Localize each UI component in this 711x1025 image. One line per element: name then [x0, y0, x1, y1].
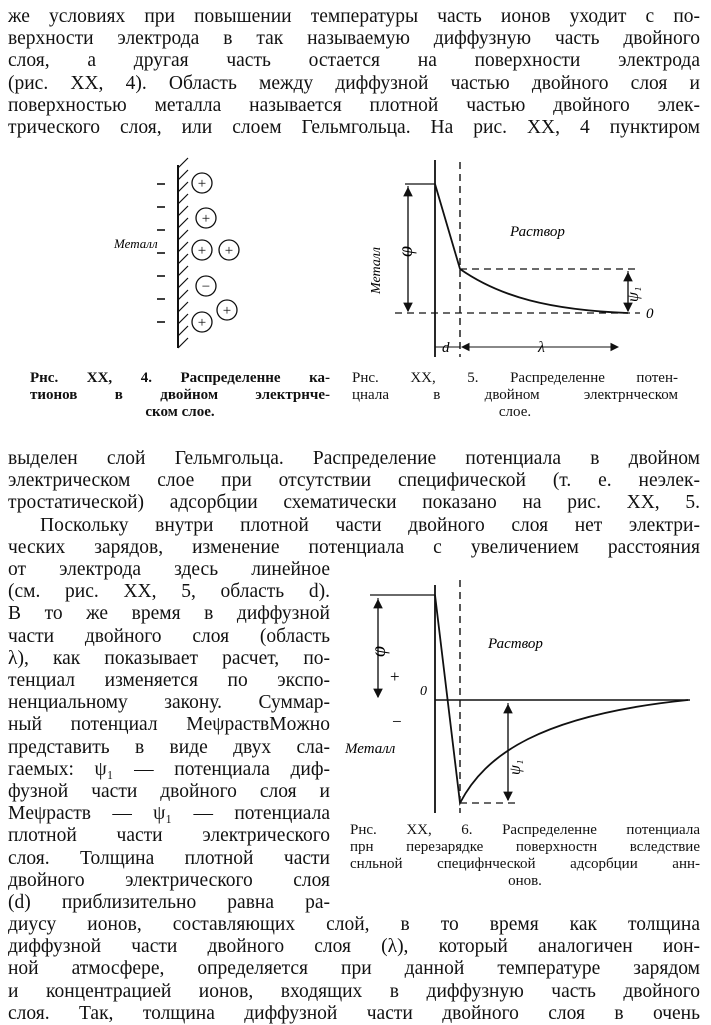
text-line: (рис. XX, 4). Область между диффузной частью двойного слоя и [8, 72, 700, 94]
text-line: Meψраств — ψ₁ — потенциала [8, 803, 330, 825]
caption-line: тионов в двойном электрнче- [30, 387, 330, 403]
text-line: слоя. Толщина плотной части [8, 847, 330, 869]
svg-text:+: + [201, 211, 211, 227]
fig6-minus-label: − [392, 712, 402, 731]
text-line: ненциальному закону. Суммар- [8, 692, 330, 714]
top-paragraph [8, 6, 700, 139]
fig5-psi-label: ψ₁ [625, 286, 642, 302]
narrow-column [8, 559, 330, 914]
text-line: ческих зарядов, изменение потенциала с увеличением расстояния [8, 536, 700, 558]
text-line: от электрода здесь линейное [8, 559, 330, 580]
text-line: части двойного слоя (область [8, 625, 330, 647]
figure-6 [340, 575, 700, 815]
text-line: фузной части двойного слоя и [8, 781, 330, 803]
text-line: верхности электрода в так называемую диффузную часть двойного [8, 28, 700, 50]
text-line: тростатической) адсорбции схематически показано на рис. XX, 5. [8, 492, 700, 514]
fig6-metal-label: Металл [345, 741, 396, 757]
text-line: электрическом слое при отсутствии специфической (т. е. неэлек- [8, 470, 700, 492]
caption-line: Рнс. XX, 4. Распределенне ка- [30, 370, 330, 386]
text-line: плотной части электрического [8, 825, 330, 847]
text-line: слоя, а другая часть остается на поверхности электрода [8, 50, 700, 72]
fig4-metal-label: Металл [114, 236, 158, 251]
fig5-caption [352, 370, 678, 421]
caption-line: Рнс. XX, 6. Распределенне потенциала [350, 822, 700, 838]
fig5-d-label: d [442, 340, 450, 356]
fig6-psi-label: ψ₁ [507, 759, 524, 775]
fig5-metal-label: Металл [369, 247, 384, 294]
text-line: В то же время в диффузной [8, 603, 330, 625]
fig6-plus-label: + [390, 667, 400, 686]
text-line: диусу ионов, составляющих слой, в то время как толщина [8, 914, 700, 935]
caption-line: Рнс. XX, 5. Распределенне потен- [352, 370, 678, 386]
caption-line: слое. [498, 404, 532, 420]
caption-line: прн перезарядке поверхностн вследствие [350, 839, 700, 855]
text-line: же условиях при повышении температуры часть ионов уходит с по- [8, 6, 700, 27]
svg-text:+: + [224, 243, 234, 259]
text-line: тенциал изменяется по экспо- [8, 670, 330, 692]
caption-line: онов. [508, 873, 542, 889]
text-line: (d) приблизительно равна ра- [8, 892, 330, 914]
fig4-caption [30, 370, 330, 421]
text-line: представить в виде двух сла- [8, 736, 330, 758]
figure-4 [100, 150, 260, 355]
text-line: выделен слой Гельмгольца. Распределение потенциала в двойном [8, 448, 700, 469]
text-line: двойного электрического слоя [8, 869, 330, 891]
fig6-solution-label: Раствор [488, 636, 543, 652]
caption-line: снльной специфнческой адсорбции анн- [350, 856, 700, 872]
svg-text:+: + [197, 176, 207, 192]
text-line: диффузной части двойного слоя (λ), который аналогичен ион- [8, 936, 700, 958]
fig6-caption [350, 822, 700, 890]
caption-line: цнала в двойном электрнческом [352, 387, 678, 403]
figure-5 [360, 152, 680, 364]
fig5-phi-label: φ [395, 245, 417, 257]
fig5-zero-label: 0 [646, 306, 654, 322]
text-line: ный потенциал MeψраствMoжно [8, 714, 330, 736]
text-line: слоя. Так, толщина диффузной части двойного слоя в очень [8, 1002, 700, 1024]
text-line: и концентрацией ионов, входящих в диффузную часть двойного [8, 980, 700, 1002]
bottom-paragraph [8, 914, 700, 1025]
caption-line: ском слое. [145, 404, 215, 420]
text-line: гаемых: ψ₁ — потенциала диф- [8, 758, 330, 780]
svg-text:+: + [222, 303, 232, 319]
svg-text:+: + [197, 315, 207, 331]
text-line: λ), как показывает расчет, по- [8, 647, 330, 669]
middle-paragraph [8, 448, 700, 559]
text-line: ной атмосфере, определяется при данной температуре зарядом [8, 958, 700, 980]
text-line: (см. рис. XX, 5, область d). [8, 581, 330, 603]
fig6-zero-label: 0 [420, 684, 427, 699]
text-line: поверхностью металла называется плотной частью двойного элек- [8, 94, 700, 116]
svg-text:+: + [197, 243, 207, 259]
text-line: трического слоя, или слоем Гельмгольца. На рис. XX, 4 пунктиром [8, 117, 700, 139]
fig5-lambda-label: λ [538, 339, 545, 356]
svg-text:−: − [201, 279, 211, 295]
fig5-solution-label: Раствор [510, 224, 565, 240]
fig6-phi-label: φ [368, 645, 390, 657]
text-line: Поскольку внутри плотной части двойного слоя нет электри- [40, 514, 700, 536]
